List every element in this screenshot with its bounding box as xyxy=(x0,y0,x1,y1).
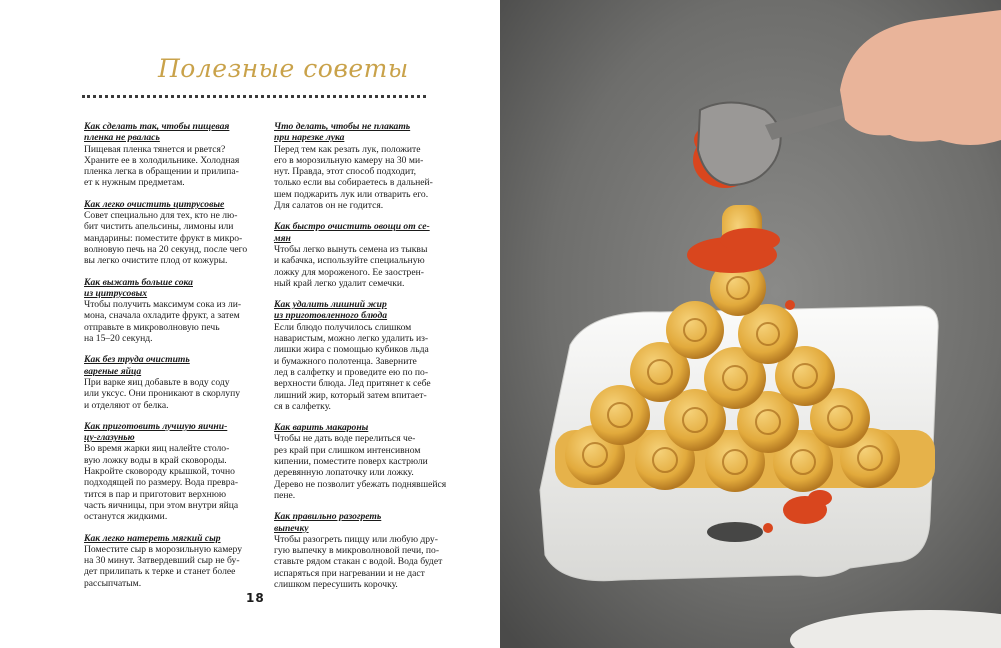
tip-body: Чтобы легко вынуть семена из тыквы и кабачка, используйте специальную ложку для мороженого. Ее заострен- ный край легко удалит семечки. xyxy=(274,243,428,289)
tip-title: Как быстро очистить овощи от се- мян xyxy=(274,221,430,244)
tip-item xyxy=(84,421,256,523)
tip-title: Что делать, чтобы не плакать при нарезке лука xyxy=(274,121,411,144)
board-hole xyxy=(707,522,763,542)
tips-column-2 xyxy=(274,121,450,600)
tip-title: Как выжать больше сока из цитрусовых xyxy=(84,276,193,299)
tip-title: Как легко очистить цитрусовые xyxy=(84,198,225,210)
left-page xyxy=(0,0,500,648)
tip-item xyxy=(274,511,450,590)
tip-item xyxy=(84,121,256,189)
page-title: Полезные советы xyxy=(158,54,409,83)
tip-item xyxy=(84,277,256,345)
tip-body: Совет специально для тех, кто не лю- бит чистить апельсины, лимоны или мандарины: поместите фрукт в микро- волновую печь на 20 секунд, после чего вы легко очистите плод от кожуры. xyxy=(84,210,248,267)
tip-title: Как сделать так, чтобы пищевая пленка не рвалась xyxy=(84,121,230,144)
food-photo xyxy=(500,0,1001,648)
tip-item xyxy=(274,299,450,412)
tip-title: Как без труда очистить вареные яйца xyxy=(84,354,190,377)
tip-title: Как правильно разогреть выпечку xyxy=(274,511,382,534)
tips-column-1 xyxy=(84,121,256,599)
tip-body: Чтобы разогреть пиццу или любую дру- гую выпечку в микроволновой печи, по- ставьте рядом стакан с водой. Вода будет испаряться при нагревании и не даст слишком пересушить корочку. xyxy=(274,533,443,590)
tip-item xyxy=(84,199,256,267)
tip-body: Во время жарки яиц налейте столо- вую ложку воды в край сковороды. Накройте сковороду крышкой, точно подходящей по размеру. Вода преврa- тится в пар и приготовит верхнюю часть яичницы, при этом внутри яйца останутся жидкими. xyxy=(84,443,239,523)
tip-title: Как легко натереть мягкий сыр xyxy=(84,532,221,544)
tip-item xyxy=(84,533,256,589)
tip-item xyxy=(274,422,450,501)
tip-title: Как варить макароны xyxy=(274,422,369,434)
tip-body: Чтобы не дать воде перелиться че- рез край при слишком интенсивном кипении, поместите поверх кастрюли деревянную лопаточку или ложку. Дерево не позволит убежать поднявшейся пене. xyxy=(274,433,447,501)
tip-body: Поместите сыр в морозильную камеру на 30 минут. Затвердевший сыр не бу- дет прилипать к терке и станет более рассыпчатым. xyxy=(84,543,242,589)
dotted-divider xyxy=(82,95,426,98)
page-number: 18 xyxy=(246,591,265,605)
tip-item xyxy=(274,121,450,211)
tip-body: Пищевая пленка тянется и рвется? Храните ее в холодильнике. Холодная пленка легка в обращении и прилипа- ет к нужным предметам. xyxy=(84,143,240,189)
tip-body: Чтобы получить максимум сока из ли- мона, сначала охладите фрукт, а затем отправьте в микроволновую печь на 15–20 секунд. xyxy=(84,299,242,345)
pancake-tower-photo xyxy=(500,0,1001,648)
tip-body: Перед тем как резать лук, положите его в морозильную камеру на 30 ми- нут. Правда, этот способ подходит, только если вы собираетесь в дальней- шем поджарить лук или отварить его. Для салатов он не годится. xyxy=(274,143,433,212)
tip-title: Как приготовить лучшую яични- цу-глазунью xyxy=(84,420,228,444)
tip-item xyxy=(84,354,256,410)
tip-title: Как удалить лишний жир из приготовленного блюда xyxy=(274,299,388,322)
tip-body: При варке яиц добавьте в воду соду или уксус. Они проникают в скорлупу и отделяют от белка. xyxy=(84,376,240,411)
tip-item xyxy=(274,221,450,289)
tip-body: Если блюдо получилось слишком наваристым, можно легко удалить из- лишки жира с помощью кубиков льда и бумажного полотенца. Заверните лед в салфетку и проведите ею по по- верхности блюда. Лед притянет к себе лишний жир, который затем впитает- ся в салфетку. xyxy=(274,321,431,412)
